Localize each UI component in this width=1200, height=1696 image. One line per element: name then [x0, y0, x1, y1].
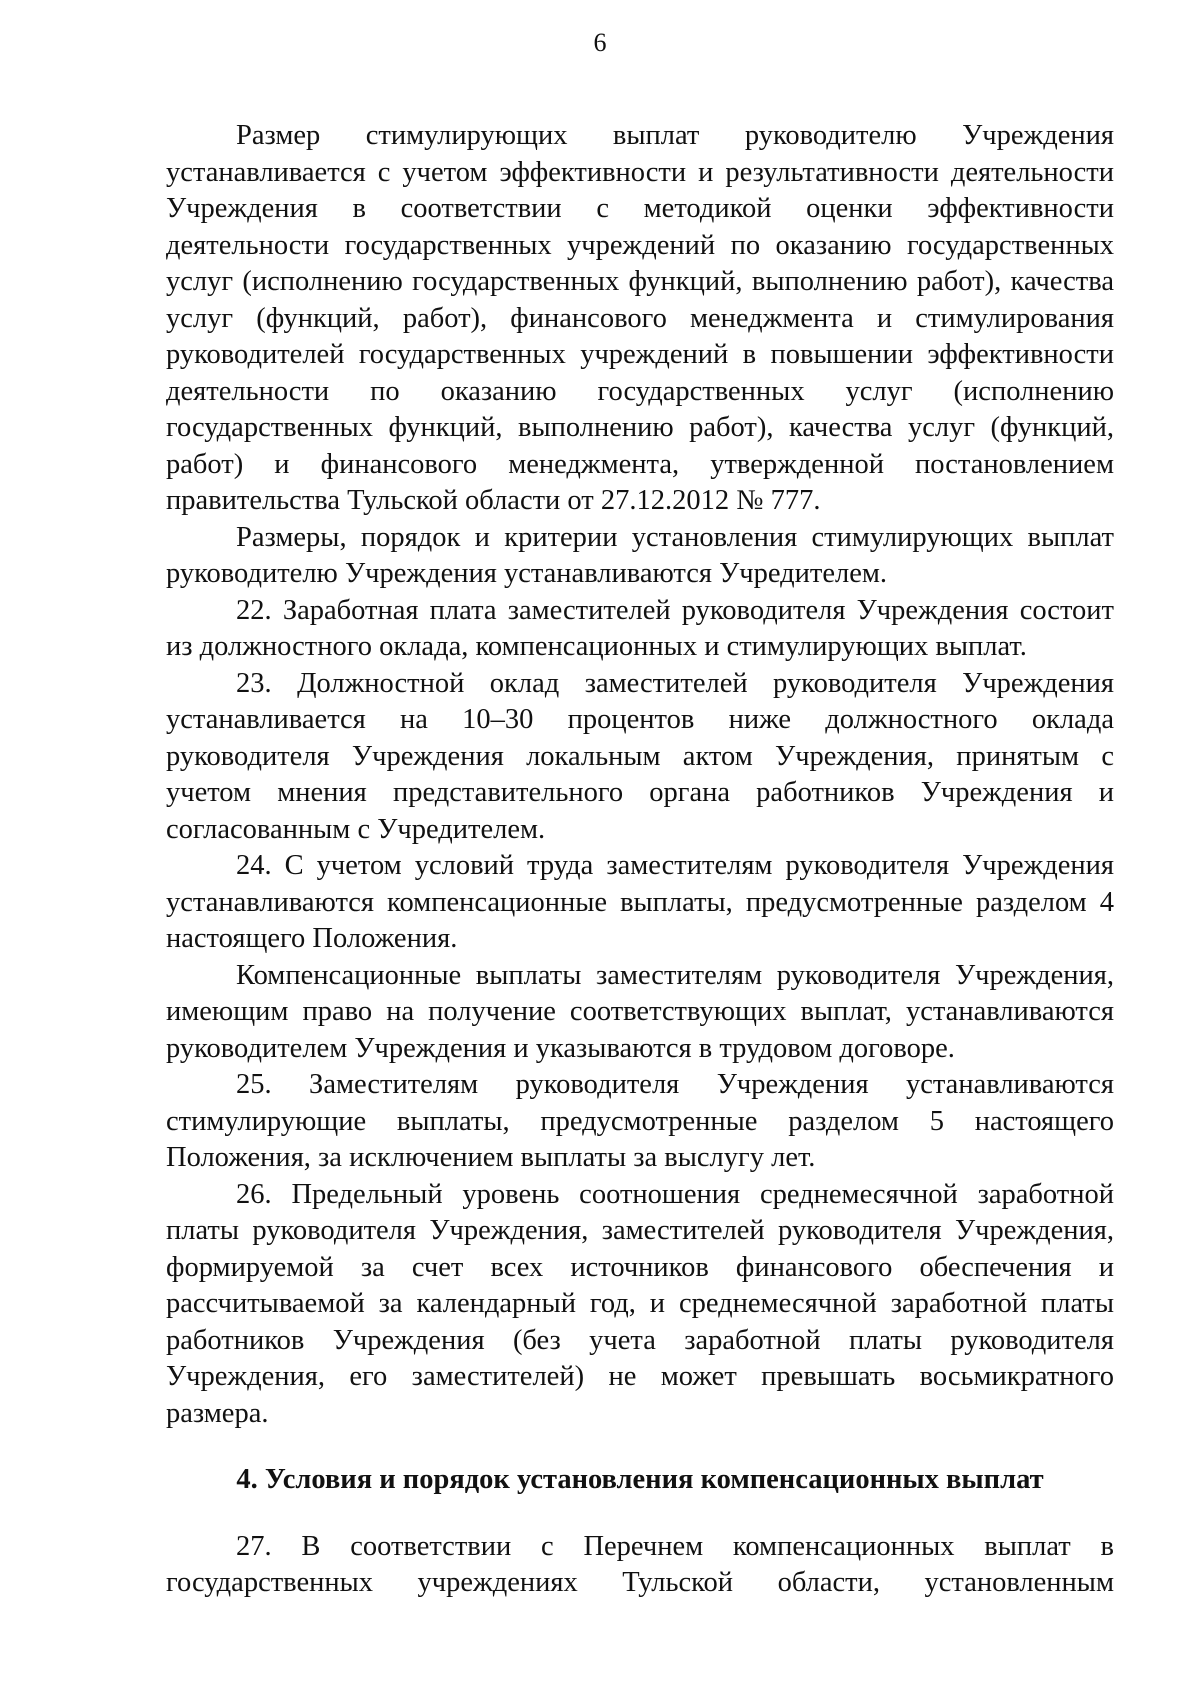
page-number: 6 — [593, 28, 607, 57]
paragraph-22: 22. Заработная плата заместителей руководителя Учреждения состоит из должностного оклада, компенсационных и стимулирующих выплат. — [166, 594, 1114, 662]
paragraph-27-line-2: государственных учреждениях Тульской области, установленным — [166, 1567, 1114, 1598]
paragraph-23: 23. Должностной оклад заместителей руководителя Учреждения устанавливается на 10–30 процентов ниже должностного оклада руководителя Учреждения локальным актом Учреждения, принятым с учетом мнения представительного органа работников Учреждения и согласованным с Учредителем. — [166, 667, 1114, 845]
paragraph-27-line-1: 27. В соответствии с Перечнем компенсационных выплат в — [236, 1530, 1114, 1562]
paragraph-25: 25. Заместителям руководителя Учреждения устанавливаются стимулирующие выплаты, предусмотренные разделом 5 настоящего Положения, за исключением выплаты за выслугу лет. — [166, 1069, 1114, 1173]
section-heading: 4. Условия и порядок установления компенсационных выплат — [236, 1464, 1044, 1495]
paragraph-compensation-deputies: Компенсационные выплаты заместителям руководителя Учреждения, имеющим право на получение соответствующих выплат, устанавливаются руководителем Учреждения и указываются в трудовом договоре. — [166, 959, 1114, 1064]
paragraph-24: 24. С учетом условий труда заместителям руководителя Учреждения устанавливаются компенсационные выплаты, предусмотренные разделом 4 настоящего Положения. — [166, 850, 1114, 954]
paragraph-incentive-criteria: Размеры, порядок и критерии установления стимулирующих выплат руководителю Учреждения устанавливаются Учредителем. — [166, 521, 1114, 589]
paragraph-26: 26. Предельный уровень соотношения среднемесячной заработной платы руководителя Учреждения, заместителей руководителя Учреждения, формируемой за счет всех источников финансового обеспечения и рассчитываемой за календарный год, и среднемесячной заработной платы работников Учреждения (без учета заработной платы руководителя Учреждения, его заместителей) не может превышать восьмикратного размера. — [166, 1178, 1114, 1429]
paragraph-incentive-size: Размер стимулирующих выплат руководителю Учреждения устанавливается с учетом эффективности и результативности деятельности Учреждения в соответствии с методикой оценки эффективности деятельности государственных учреждений по оказанию государственных услуг (исполнению государственных функций, выполнению работ), качества услуг (функций, работ), финансового менеджмента и стимулирования руководителей государственных учреждений в повышении эффективности деятельности по оказанию государственных услуг (исполнению государственных функций, выполнению работ), качества услуг (функций, работ) и финансового менеджмента, утвержденной постановлением правительства Тульской области от 27.12.2012 № 777. — [166, 120, 1114, 516]
document-body — [166, 118, 1114, 1602]
